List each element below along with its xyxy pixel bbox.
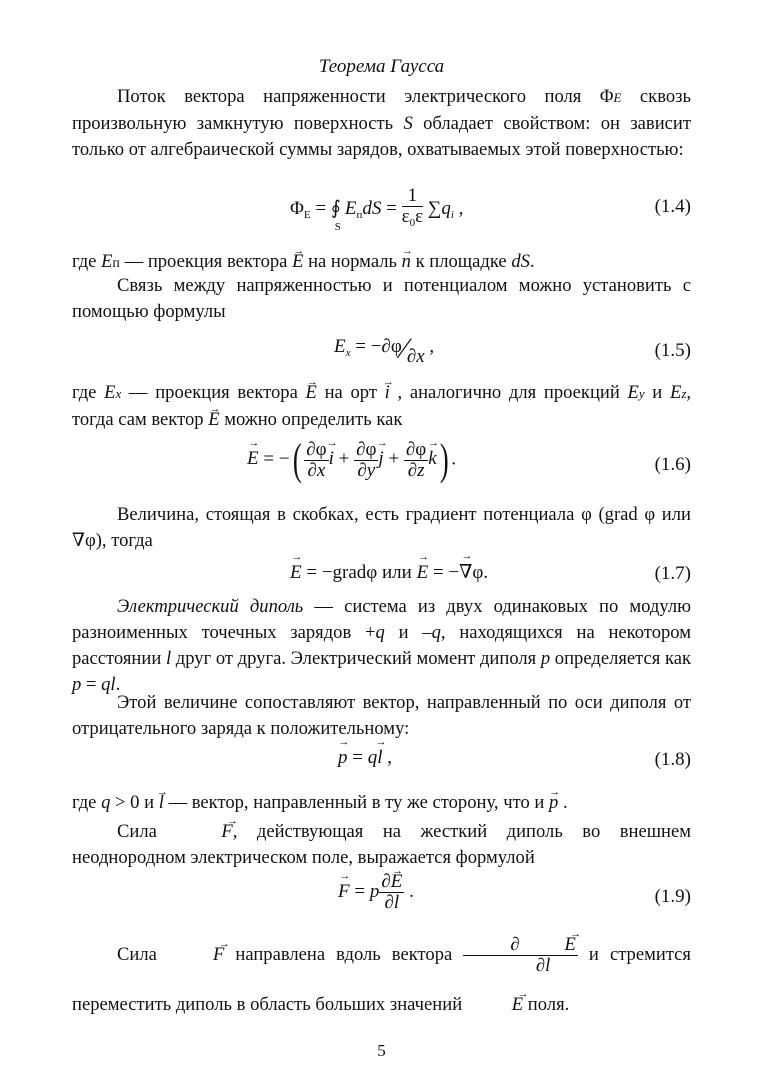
equation-1-5: $E_x$ = −∂φ⁄∂x , (1.5) bbox=[334, 332, 691, 367]
equation-1-6: → E = −( $\frac{\partial\varphi}{\partial x}$ → i + $\frac{\partial\varphi}{\partial y}$ → j + $\frac{\partial\varphi}{\partial z}$ → k) . (1.6) bbox=[72, 438, 691, 490]
page-number: 5 bbox=[377, 1041, 386, 1060]
equation-1-8: → p = q→ l , (1.8) bbox=[72, 747, 691, 787]
equation-number: (1.4) bbox=[654, 196, 691, 217]
paragraph-dipole: Электрический диполь — система из двух одинаковых по модулю разноименных точечных зарядов +q и –q, находящихся на некотором расстоянии l друг от друга. Электрический момент диполя p определяется как p = ql. bbox=[72, 596, 691, 695]
paragraph-en-definition: где Eп — проекция вектора → E на нормаль → n к площадке dS. bbox=[72, 249, 691, 277]
section-title: Теорема Гаусса bbox=[318, 56, 445, 77]
paragraph-link: Связь между напряженностью и потенциалом можно установить с помощью формулы bbox=[72, 275, 691, 322]
paragraph-ex-definition: где Ex — проекция вектора → E на орт → i , аналогично для проекций Ey и Ez, тогда сам вектор → E можно определить как bbox=[72, 380, 691, 433]
paragraph-gauss-intro: Поток вектора напряженности электрического поля ΦE сквозь произвольную замкнутую поверхность S обладает свойством: он зависит только от алгебраической суммы зарядов, охватываемых этой поверхностью: bbox=[72, 86, 691, 160]
equation-number: (1.9) bbox=[654, 886, 691, 907]
paragraph-gradient: Величина, стоящая в скобках, есть градиент потенциала φ (grad φ или ∇φ), тогда bbox=[72, 504, 691, 551]
equation-number: (1.8) bbox=[654, 749, 691, 770]
equation-number: (1.6) bbox=[654, 454, 691, 475]
equation-1-4: $\Phi_E$ = $∮_SE_пdS$ = $\frac{1}{\varepsilon_0\varepsilon}$ $\sum q_i$ , (1.4) bbox=[290, 185, 691, 233]
equation-1-7: → E = −gradφ или → E = −→ ∇φ. (1.7) bbox=[72, 561, 691, 601]
paragraph-l-vector: где q > 0 и → l — вектор, направленный в ту же сторону, что и → p . bbox=[72, 790, 691, 816]
equation-number: (1.7) bbox=[654, 563, 691, 584]
paragraph-vector: Этой величине сопоставляют вектор, направленный по оси диполя от отрицательного заряда к положительному: bbox=[72, 692, 691, 739]
paragraph-force-direction: Сила → F направлена вдоль вектора $\frac{\partial\to E}{\partial l}$ и стремится переместить диполь в область больших значений → E поля. bbox=[72, 930, 691, 1030]
equation-number: (1.5) bbox=[654, 340, 691, 361]
paragraph-force: Сила → F, действующая на жесткий диполь во внешнем неоднородном электрическом поле, выражается формулой bbox=[72, 819, 691, 871]
equation-1-9: → F = p $\frac{\partial\to E}{\partial l}$ . (1.9) bbox=[72, 872, 691, 920]
